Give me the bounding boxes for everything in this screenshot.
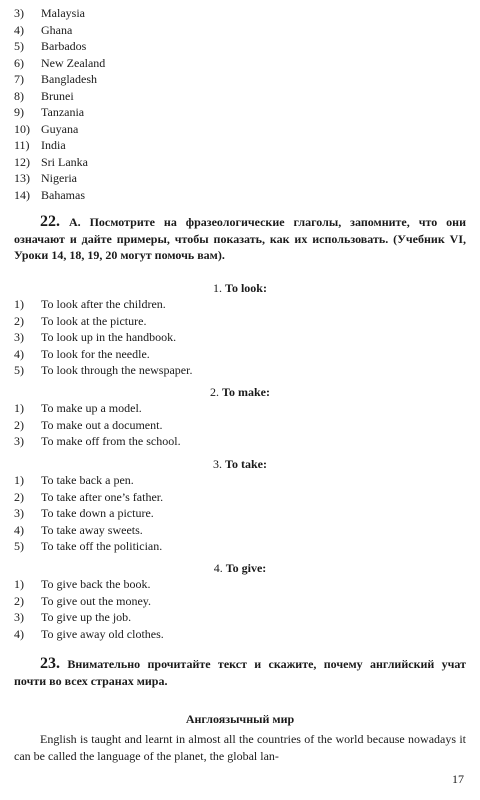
list-item: 3) To give up the job. <box>14 610 132 624</box>
country-list <box>14 5 105 203</box>
list-item: 5) To look through the newspaper. <box>14 363 193 377</box>
group-list-make <box>14 400 181 450</box>
group-list-take <box>14 472 163 555</box>
group-heading-look: 1. To look: <box>213 281 267 295</box>
list-item: 13) Nigeria <box>14 171 77 185</box>
list-item: 2) To make out a document. <box>14 417 163 432</box>
list-item: 2) To look at the picture. <box>14 313 147 328</box>
list-item: 3) To make off from the school. <box>14 434 181 448</box>
group-heading-give: 4. To give: <box>213 561 267 575</box>
list-item: 4) Ghana <box>14 22 73 37</box>
list-item: 14) Bahamas <box>14 187 85 202</box>
list-item: 2) To give out the money. <box>14 593 152 608</box>
list-item: 2) To take after one’s father. <box>14 489 164 504</box>
list-item: 12) Sri Lanka <box>14 154 88 169</box>
list-item: 3) To look up in the handbook. <box>14 330 177 344</box>
task-22-instructions: 22. А. Посмотрите на фразеологические глаголы, запомните, что они означают и дайте примеры, чтобы показать, как их использовать. (Учебник VI, Уроки 14, 18, 19, 20 могут помочь вам). <box>14 213 466 262</box>
list-item: 8) Brunei <box>14 88 74 103</box>
group-list-look <box>14 296 192 379</box>
list-item: 1) To give back the book. <box>14 577 151 591</box>
list-item: 7) Bangladesh <box>14 72 97 86</box>
list-item: 5) To take off the politician. <box>14 539 163 553</box>
list-item: 3) To take down a picture. <box>14 506 154 520</box>
list-item: 10) Guyana <box>14 121 79 136</box>
list-item: 3) Malaysia <box>14 6 85 20</box>
list-item: 1) To look after the children. <box>14 297 166 311</box>
group-list-give <box>14 576 164 642</box>
list-item: 4) To give away old clothes. <box>14 626 164 641</box>
list-item: 11) India <box>14 138 66 152</box>
list-item: 5) Barbados <box>14 39 87 53</box>
list-item: 9) Tanzania <box>14 105 85 119</box>
page-number: 17 <box>452 772 464 786</box>
list-item: 4) To look for the needle. <box>14 346 150 361</box>
list-item: 1) To take back a pen. <box>14 473 134 487</box>
article-title: Англоязычный мир <box>185 712 295 726</box>
list-item: 6) New Zealand <box>14 55 106 70</box>
group-heading-make: 2. To make: <box>210 385 270 399</box>
article-paragraph: English is taught and learnt in almost all the countries of the world because nowadays it can be called the language of the planet, the global lan- <box>14 732 466 763</box>
task-23-instructions: 23. Внимательно прочитайте текст и скажите, почему английский учат почти во всех странах мира. <box>14 655 467 688</box>
list-item: 1) To make up a model. <box>14 401 142 415</box>
list-item: 4) To take away sweets. <box>14 522 143 537</box>
group-heading-take: 3. To take: <box>213 457 267 471</box>
